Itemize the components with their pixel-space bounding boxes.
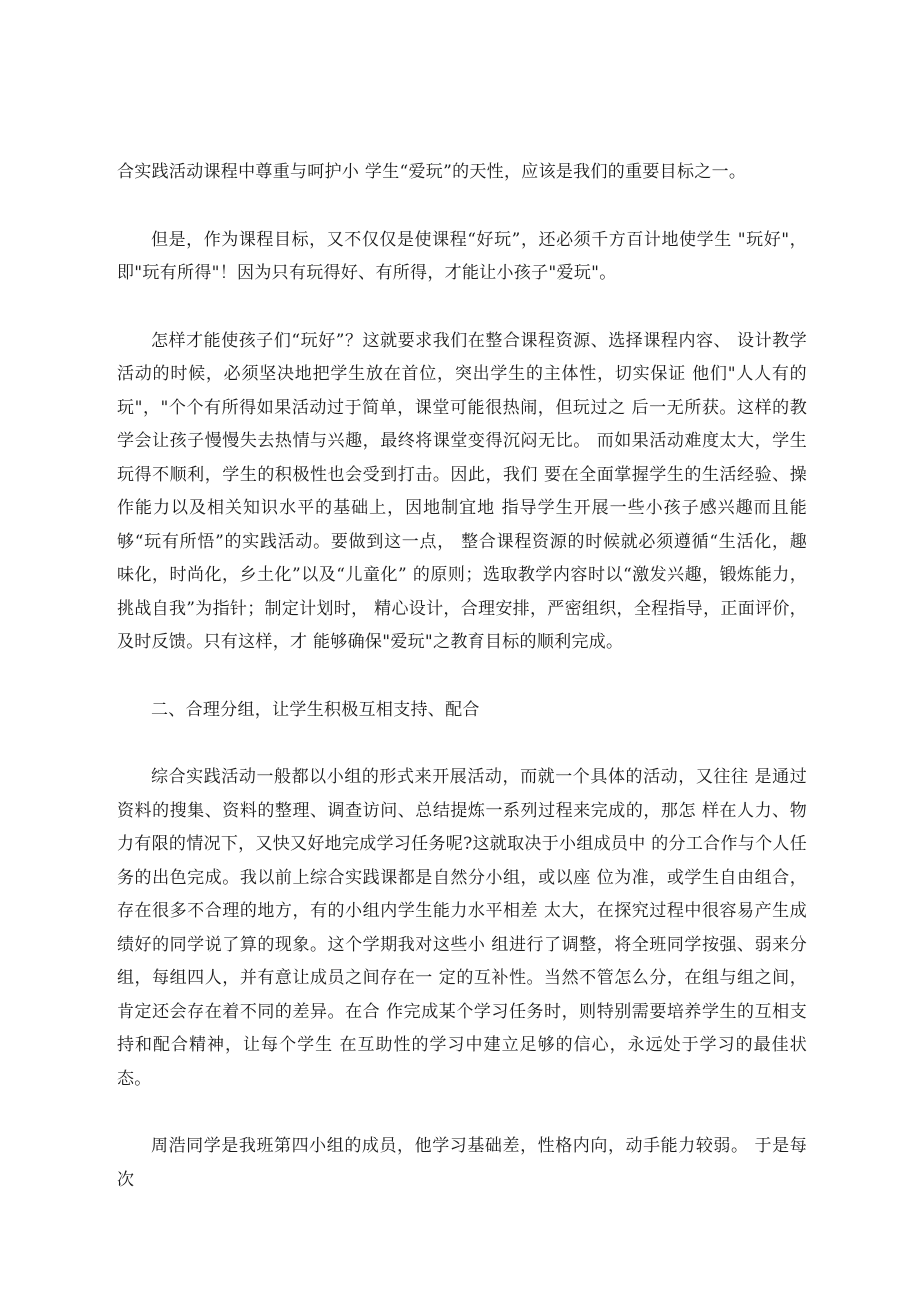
paragraph-course-goal: 但是，作为课程目标，又不仅仅是使课程“好玩”，还必须千方百计地使学生 "玩好"，即"玩有所得"！因为只有玩得好、有所得，才能让小孩子"爱玩"。 [117,229,807,283]
paragraph-continuation: 合实践活动课程中尊重与呵护小 学生“爱玩”的天性，应该是我们的重要目标之一。 [117,162,747,182]
paragraph-group-activities: 综合实践活动一般都以小组的形式来开展活动，而就一个具体的活动，又往往 是通过资料的搜集、资料的整理、调查访问、总结提炼一系列过程来完成的，那怎 样在人力、物力有限的情况下，又快又好地完成学习任务呢?这就取决于小组成员中 的分工合作与个人任务的出色完成。我以前上综合实践课都是自然分小组，或以座 位为准，或学生自由组合，存在很多不合理的地方，有的小组内学生能力水平相差 太大，在探究过程中很容易产生成绩好的同学说了算的现象。这个学期我对这些小 组进行了调整，将全班同学按强、弱来分组，每组四人，并有意让成员之间存在一 定的互补性。当然不管怎么分，在组与组之间，肯定还会存在着不同的差异。在合 作完成某个学习任务时，则特别需要培养学生的互相支持和配合精神，让每个学生 在互助性的学习中建立足够的信心，永远处于学习的最佳状态。 [117,767,807,1089]
paragraph-how-to-play-well: 怎样才能使孩子们“玩好”？这就要求我们在整合课程资源、选择课程内容、 设计教学活动的时候，必须坚决地把学生放在首位，突出学生的主体性，切实保证 他们"人人有的玩"，"个个有所得如果活动过于简单，课堂可能很热闹，但玩过之 后一无所获。这样的教学会让孩子慢慢失去热情与兴趣，最终将课堂变得沉闷无比。 而如果活动难度太大，学生玩得不顺利，学生的积极性也会受到打击。因此，我们 要在全面掌握学生的生活经验、操作能力以及相关知识水平的基础上，因地制宜地 指导学生开展一些小孩子感兴趣而且能够“玩有所悟”的实践活动。要做到这一点， 整合课程资源的时候就必须遵循“生活化，趣味化，时尚化，乡土化”以及“儿童化” 的原则；选取教学内容时以“激发兴趣，锻炼能力，挑战自我”为指针；制定计划时， 精心设计，合理安排，严密组织，全程指导，正面评价，及时反馈。只有这样，才 能够确保"爱玩"之教育目标的顺利完成。 [117,330,807,652]
document-body [117,156,807,1197]
section-heading-grouping: 二、合理分组，让学生积极互相支持、配合 [151,699,480,720]
paragraph-zhou-hao: 周浩同学是我班第四小组的成员，他学习基础差，性格内向，动手能力较弱。 于是每次 [117,1136,807,1190]
